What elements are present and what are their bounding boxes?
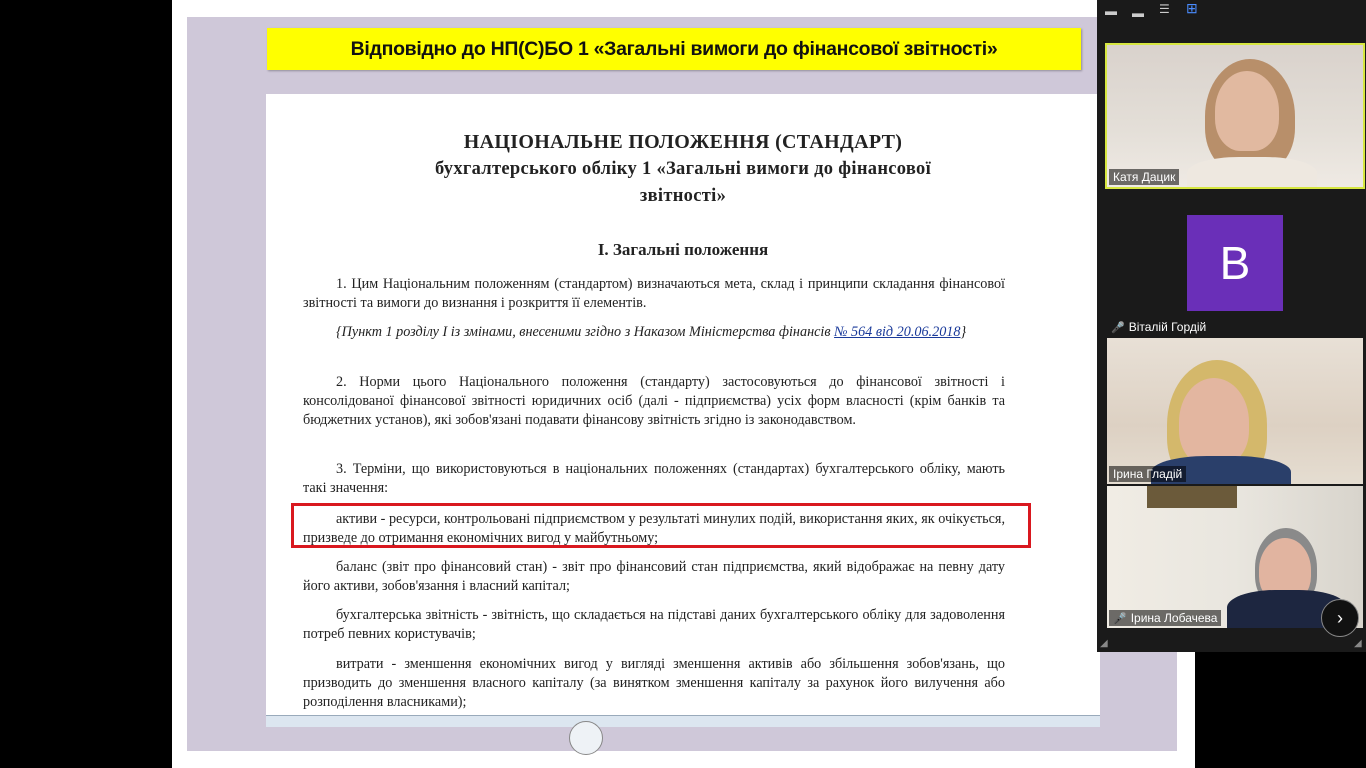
participant-face bbox=[1179, 378, 1249, 466]
pin-icon[interactable]: ☰ bbox=[1159, 2, 1170, 16]
next-page-button[interactable] bbox=[1321, 599, 1359, 637]
slide-title: Відповідно до НП(С)БО 1 «Загальні вимоги до фінансової звітності» bbox=[267, 28, 1081, 70]
participant-name: Ірина Гладій bbox=[1109, 466, 1186, 482]
highlight-box bbox=[291, 503, 1031, 548]
order-link[interactable]: № 564 від 20.06.2018 bbox=[834, 324, 961, 340]
resize-handle-icon[interactable]: ◢ bbox=[1100, 638, 1108, 649]
mic-muted-icon: 🎤 bbox=[1111, 322, 1125, 334]
participant-name: Катя Дацик bbox=[1109, 169, 1179, 185]
document-page bbox=[266, 94, 1100, 715]
heading-line-1: НАЦІОНАЛЬНЕ ПОЛОЖЕННЯ (СТАНДАРТ) bbox=[463, 131, 903, 153]
mic-muted-icon: 🎤 bbox=[1113, 613, 1127, 625]
amendment-note bbox=[303, 323, 1005, 342]
gallery-grid-icon[interactable]: ⊞ bbox=[1186, 0, 1198, 16]
definition-expenses: витрати - зменшення економічних вигод у вигляді зменшення активів або збільшення зобов'язань, що призводить до зменшення власного капіталу (за винятком зменшення капіталу за рахунок його вилучення або розподілення власниками); bbox=[303, 656, 1005, 710]
definition-assets: активи - ресурси, контрольовані підприємством у результаті минулих подій, використання яких, як очікується, призведе до отримання економічних вигод у майбутньому; bbox=[303, 511, 1005, 546]
restore-icon[interactable]: ▬ bbox=[1132, 6, 1144, 20]
page-circle-icon bbox=[569, 721, 603, 755]
avatar: В bbox=[1187, 215, 1283, 311]
amendment-note-text: {Пункт 1 розділу I із змінами, внесеними згідно з Наказом Міністерства фінансів bbox=[336, 324, 835, 340]
amendment-note-end: } bbox=[960, 324, 967, 340]
heading-line-3: звітності» bbox=[639, 186, 727, 206]
minimize-icon[interactable]: ▬ bbox=[1105, 4, 1117, 18]
participant-name: Ірина Лобачева bbox=[1130, 611, 1218, 625]
heading-line-2: бухгалтерського обліку 1 «Загальні вимоги до фінансової bbox=[434, 159, 932, 179]
document-footer bbox=[266, 715, 1100, 727]
participant-shoulders bbox=[1187, 157, 1317, 189]
video-tile-3[interactable] bbox=[1107, 338, 1363, 484]
video-tile-2[interactable] bbox=[1105, 200, 1365, 338]
paragraph-1: 1. Цим Національним положенням (стандартом) визначаються мета, склад і принципи складання фінансової звітності та вимоги до визнання і розкриття її елементів. bbox=[303, 276, 1005, 311]
paragraph-3: 3. Терміни, що використовуються в національних положеннях (стандартах) бухгалтерського обліку, мають такі значення: bbox=[303, 461, 1005, 496]
participant-name: Віталій Гордій bbox=[1128, 320, 1207, 334]
definition-balance: баланс (звіт про фінансовий стан) - звіт про фінансовий стан підприємства, який відображає на певну дату його активи, зобов'язання і власний капітал; bbox=[303, 559, 1005, 594]
panel-toolbar bbox=[1097, 0, 1366, 22]
resize-handle-icon[interactable]: ◢ bbox=[1354, 638, 1362, 649]
chevron-right-icon: › bbox=[1337, 607, 1343, 628]
definition-accounting-reports: бухгалтерська звітність - звітність, що складається на підставі даних бухгалтерського обліку для задоволення потреб певних користувачів; bbox=[303, 607, 1005, 642]
section-title: I. Загальні положення bbox=[597, 240, 769, 259]
video-tile-1[interactable] bbox=[1105, 43, 1365, 189]
document-heading bbox=[266, 129, 1100, 210]
participant-label bbox=[1109, 610, 1221, 626]
participant-label bbox=[1111, 320, 1206, 334]
participant-face bbox=[1215, 71, 1279, 151]
paragraph-2: 2. Норми цього Національного положення (стандарту) застосовуються до фінансової звітності і консолідованої фінансової звітності юридичних осіб (далі - підприємства) усіх форм власності (крім банків та бюджетних установ), які зобов'язані подавати фінансову звітність згідно із законодавством. bbox=[303, 374, 1005, 428]
wall-picture bbox=[1147, 486, 1237, 508]
